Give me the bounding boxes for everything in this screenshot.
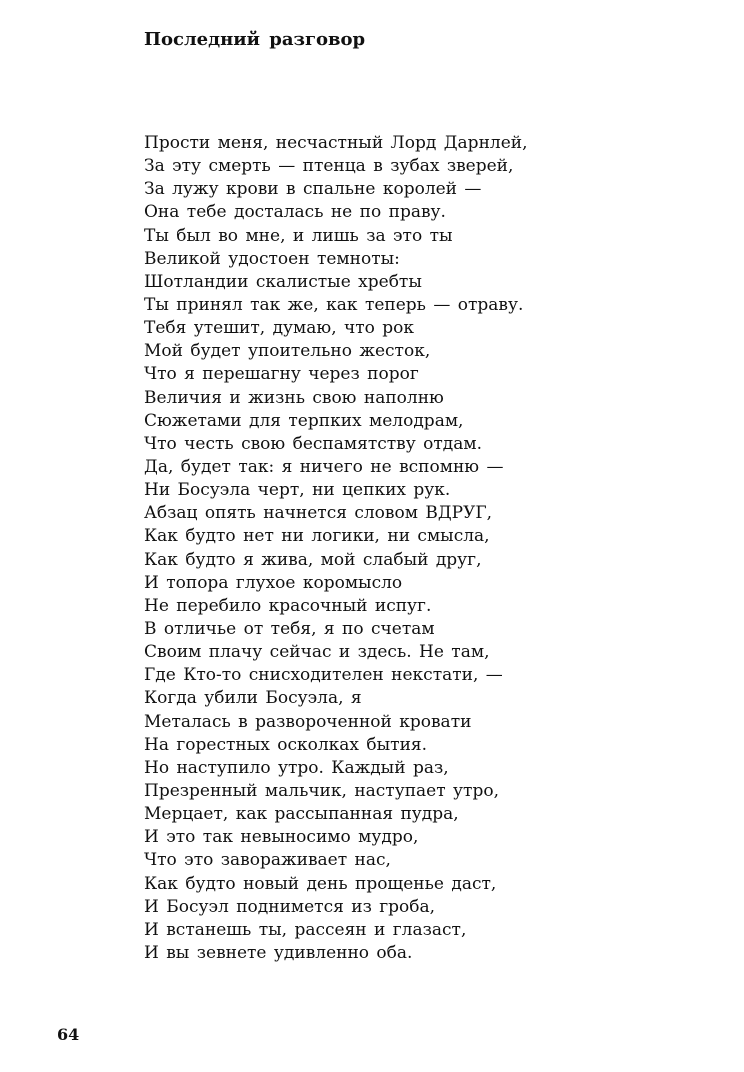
poem-line: Абзац опять начнется словом ВДРУГ,: [144, 503, 493, 524]
poem-line: В отличье от тебя, я по счетам: [144, 618, 435, 639]
poem-line: Своим плачу сейчас и здесь. Не там,: [144, 642, 490, 663]
poem-line: Что я перешагну через порог: [144, 364, 419, 385]
poem-line: И это так невыносимо мудро,: [144, 827, 419, 848]
page-number: 64: [57, 1025, 80, 1044]
poem-line: Да, будет так: я ничего не вспомню —: [144, 456, 504, 477]
poem-line: Где Кто-то снисходителен некстати, —: [144, 665, 503, 686]
poem-line: Тебя утешит, думаю, что рок: [144, 318, 415, 339]
poem-line: Ты был во мне, и лишь за это ты: [144, 225, 453, 246]
poem-line: И Босуэл поднимется из гроба,: [144, 896, 436, 917]
poem-line: За лужу крови в спальне королей —: [144, 179, 482, 200]
poem-line: И вы зевнете удивленно оба.: [144, 942, 413, 963]
poem-line: Как будто нет ни логики, ни смысла,: [144, 526, 490, 547]
poem-line: Она тебе досталась не по праву.: [144, 202, 446, 223]
poem-line: Металась в развороченной кровати: [144, 711, 472, 732]
poem-line: Мерцает, как рассыпанная пудра,: [144, 804, 459, 825]
poem-title: Последний разговор: [144, 29, 366, 50]
poem-line: Ни Босуэла черт, ни цепких рук.: [144, 480, 451, 501]
poem-line: Как будто я жива, мой слабый друг,: [144, 549, 482, 570]
poem-line: Прости меня, несчастный Лорд Дарнлей,: [144, 133, 528, 153]
poem-line: Ты принял так же, как теперь — отраву.: [144, 294, 524, 315]
poem-line: За эту смерть — птенца в зубах зверей,: [144, 156, 514, 177]
poem-line: И топора глухое коромысло: [144, 572, 403, 593]
poem-line: Величия и жизнь свою наполню: [144, 387, 444, 408]
poem-line: Шотландии скалистые хребты: [144, 271, 422, 292]
poem-line: Мой будет упоительно жесток,: [144, 341, 431, 362]
poem-line: Когда убили Босуэла, я: [144, 688, 362, 709]
poem-line: На горестных осколках бытия.: [144, 734, 428, 755]
poem-line: Что честь свою беспамятству отдам.: [144, 433, 483, 454]
poem-line: Презренный мальчик, наступает утро,: [144, 780, 499, 801]
poem-body: [144, 132, 528, 965]
poem-line: И встанешь ты, рассеян и глазаст,: [144, 919, 467, 940]
poem-line: Как будто новый день прощенье даст,: [144, 873, 497, 894]
poem-line: Сюжетами для терпких мелодрам,: [144, 410, 464, 431]
poem-line: Великой удостоен темноты:: [144, 248, 400, 269]
poem-line: Не перебило красочный испуг.: [144, 595, 432, 616]
poem-line: Но наступило утро. Каждый раз,: [144, 757, 449, 778]
poem-line: Что это завораживает нас,: [144, 850, 391, 871]
